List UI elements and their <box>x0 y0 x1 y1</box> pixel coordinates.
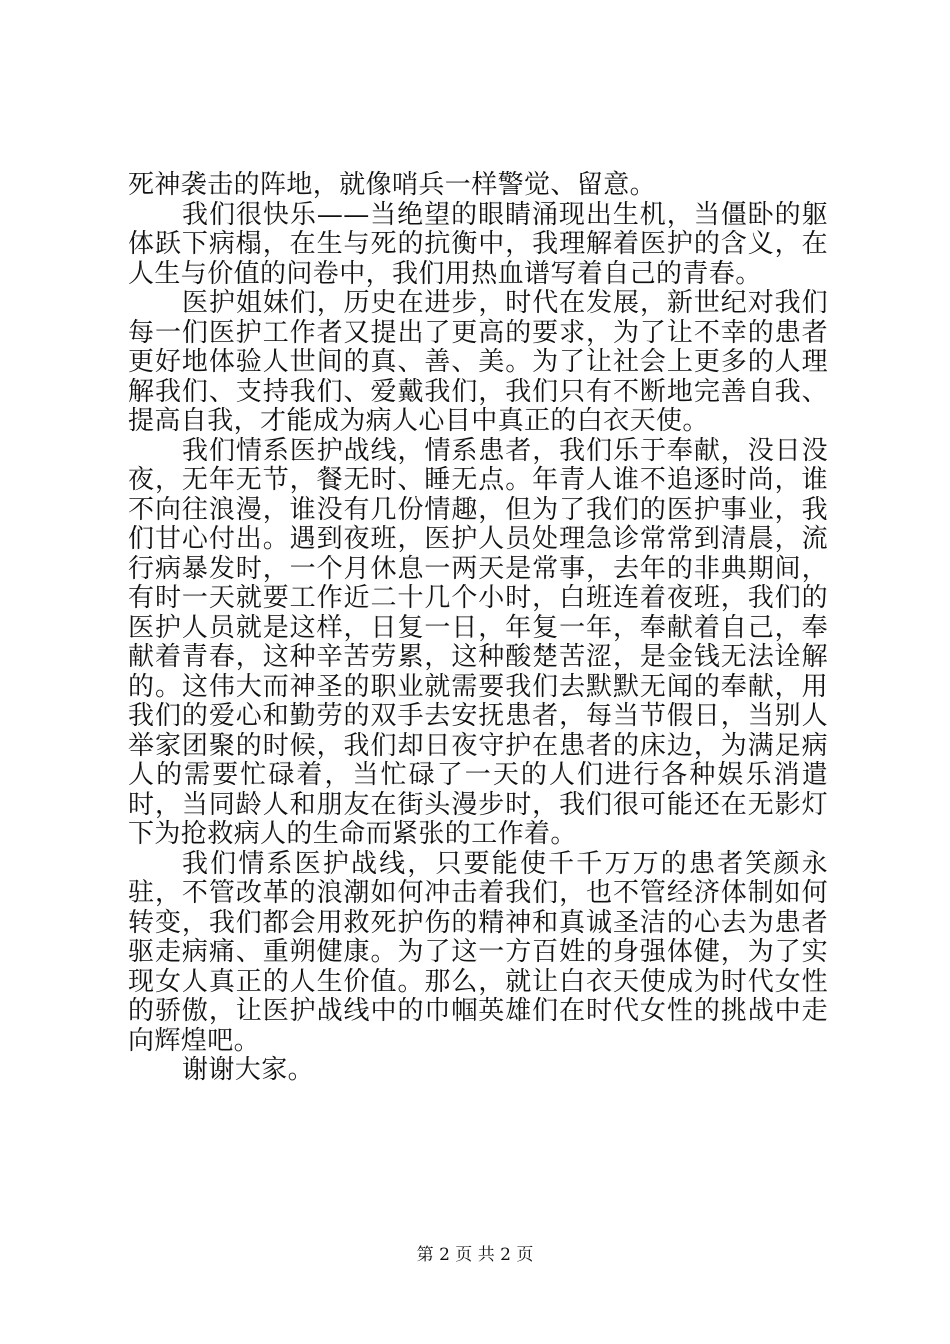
paragraph-dedication: 我们情系医护战线，情系患者，我们乐于奉献，没日没夜，无年无节，餐无时、睡无点。年青人谁不追逐时尚，谁不向往浪漫，谁没有几份情趣，但为了我们的医护事业，我们甘心付出。遇到夜班，医护人员处理急诊常常到清晨，流行病暴发时，一个月休息一两天是常事，去年的非典期间，有时一天就要工作近二十几个小时，白班连着夜班，我们的医护人员就是这样，日复一日，年复一年，奉献着自己，奉献着青春，这种辛苦劳累，这种酸楚苦涩，是金钱无法诠解的。这伟大而神圣的职业就需要我们去默默无闻的奉献，用我们的爱心和勤劳的双手去安抚患者，每当节假日，当别人举家团聚的时候，我们却日夜守护在患者的床边，为满足病人的需要忙碌着，当忙碌了一天的人们进行各种娱乐消遣时，当同龄人和朋友在街头漫步时，我们很可能还在无影灯下为抢救病人的生命而紧张的工作着。 <box>128 435 828 849</box>
paragraph-continuation: 死神袭击的阵地，就像哨兵一样警觉、留意。 <box>128 170 657 200</box>
paragraph-commitment: 我们情系医护战线，只要能使千千万万的患者笑颜永驻，不管改革的浪潮如何冲击着我们，也不管经济体制如何转变，我们都会用救死护伤的精神和真诚圣洁的心去为患者驱走病痛、重朔健康。为了这一方百姓的身强体健，为了实现女人真正的人生价值。那么，就让白衣天使成为时代女性的骄傲，让医护战线中的巾帼英雄们在时代女性的挑战中走向辉煌吧。 <box>128 848 828 1056</box>
document-body <box>128 171 828 1086</box>
paragraph-sisters: 医护姐妹们，历史在进步，时代在发展，新世纪对我们每一们医护工作者又提出了更高的要求，为了让不幸的患者更好地体验人世间的真、善、美。为了让社会上更多的人理解我们、支持我们、爱戴我们，我们只有不断地完善自我、提高自我，才能成为病人心目中真正的白衣天使。 <box>128 288 828 436</box>
paragraph-happiness: 我们很快乐——当绝望的眼睛涌现出生机，当僵卧的躯体跃下病榻，在生与死的抗衡中，我理解着医护的含义，在人生与价值的问卷中，我们用热血谱写着自己的青春。 <box>128 199 828 289</box>
page-footer: 第 2 页 共 2 页 <box>416 1245 534 1265</box>
paragraph-thanks: 谢谢大家。 <box>182 1055 315 1085</box>
